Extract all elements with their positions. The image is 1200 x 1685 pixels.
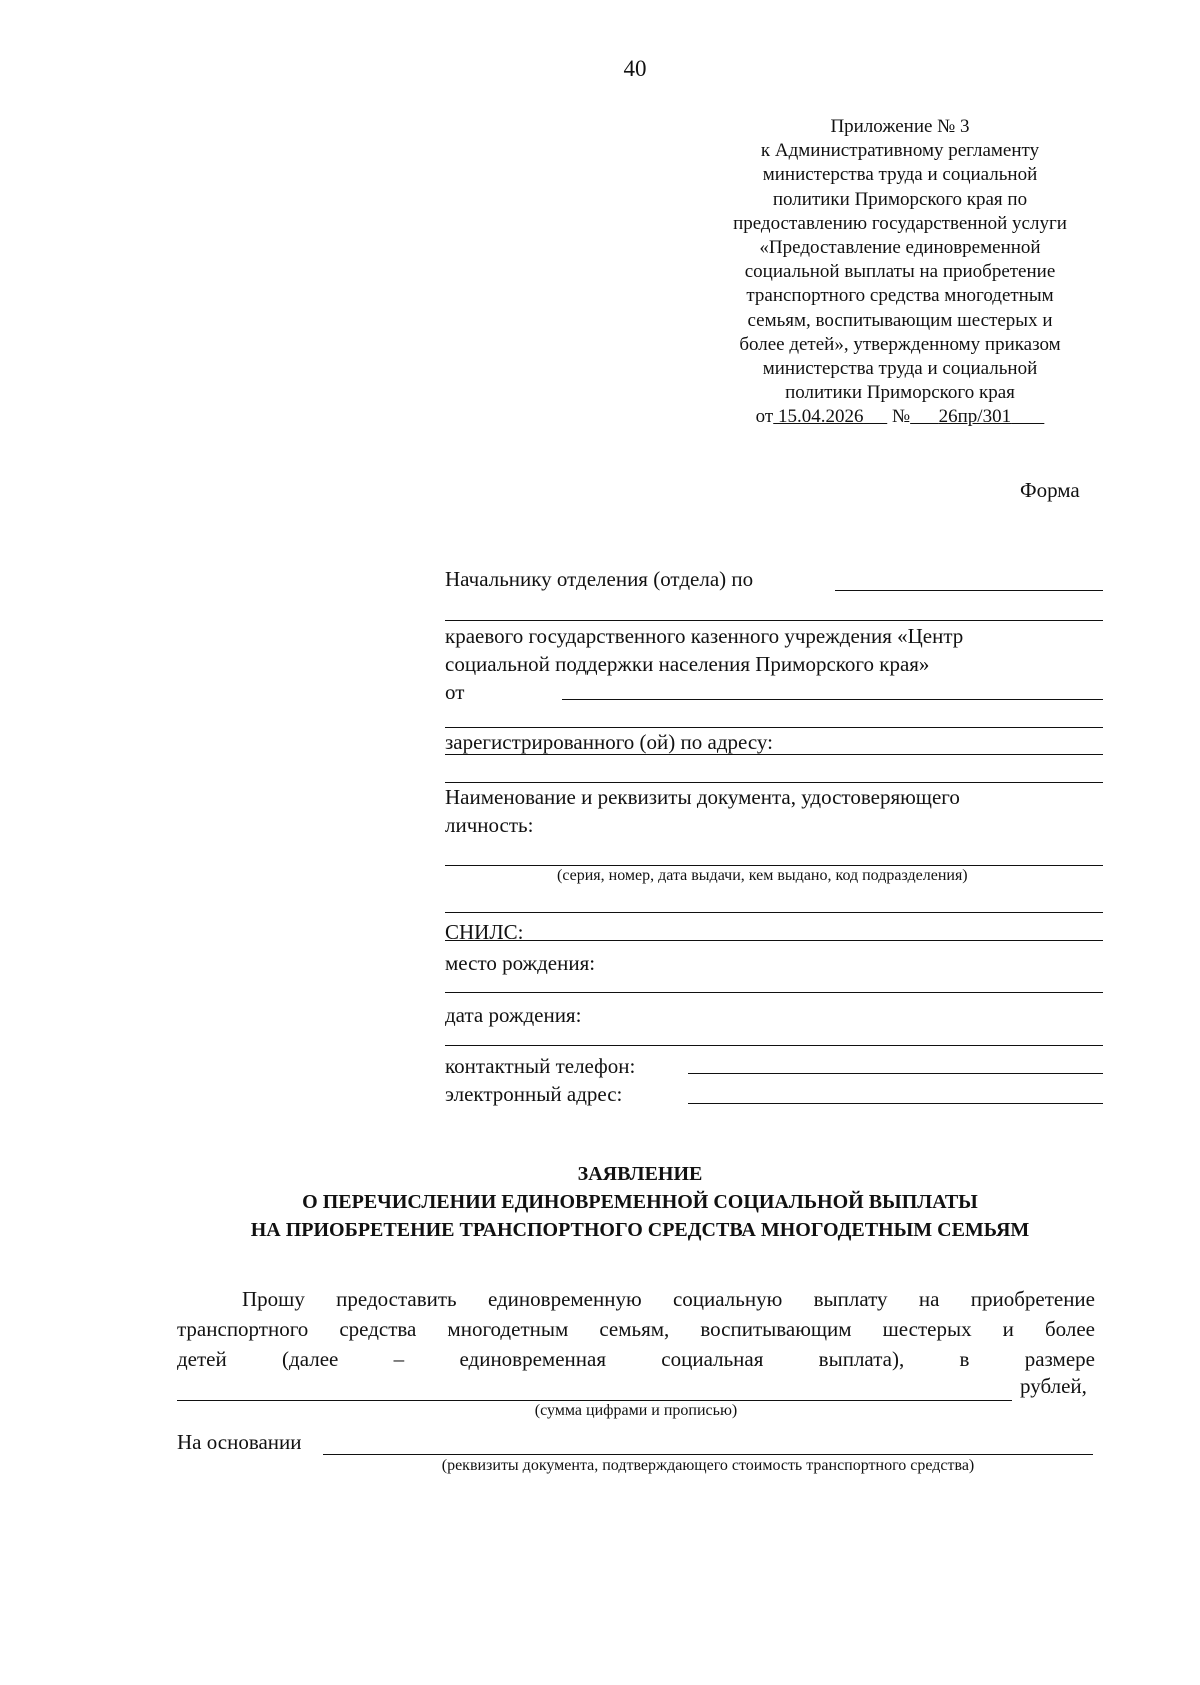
- appendix-header: [700, 115, 1100, 430]
- appendix-order-line: [700, 405, 1100, 429]
- statement-title: [170, 1160, 1110, 1244]
- document-label-line-2: личность:: [445, 813, 534, 837]
- appendix-line: более детей», утвержденному приказом: [739, 333, 1061, 355]
- appendix-line: политики Приморского края: [785, 382, 1015, 404]
- rubles-label: рублей,: [1020, 1374, 1087, 1398]
- snils-field[interactable]: [445, 940, 1103, 941]
- phone-field[interactable]: [688, 1073, 1103, 1074]
- institution-line-2: социальной поддержки населения Приморского края»: [445, 652, 930, 676]
- title-line-3: НА ПРИОБРЕТЕНИЕ ТРАНСПОРТНОГО СРЕДСТВА МНОГОДЕТНЫМ СЕМЬЯМ: [250, 1219, 1030, 1241]
- request-paragraph: [177, 1284, 1095, 1374]
- registered-address-label: зарегистрированного (ой) по адресу:: [445, 730, 773, 754]
- birthdate-field[interactable]: [445, 1045, 1103, 1046]
- appendix-line: политики Приморского края по: [772, 188, 1028, 210]
- registered-address-field[interactable]: [445, 754, 1103, 755]
- title-line-1: ЗАЯВЛЕНИЕ: [577, 1163, 703, 1185]
- paragraph-line-2: транспортного средства многодетным семьям, воспитывающим шестерых и более: [177, 1317, 1095, 1341]
- amount-hint: (сумма цифрами и прописью): [534, 1402, 738, 1419]
- basis-document-field[interactable]: [323, 1454, 1093, 1455]
- appendix-line: предоставлению государственной услуги: [733, 212, 1067, 234]
- birthplace-label: место рождения:: [445, 951, 596, 975]
- institution-line-1: краевого государственного казенного учреждения «Центр: [445, 624, 964, 648]
- email-field[interactable]: [688, 1103, 1103, 1104]
- appendix-line: Приложение № 3: [830, 116, 970, 137]
- applicant-name-field[interactable]: [562, 699, 1103, 700]
- page-number: 40: [623, 56, 647, 81]
- paragraph-line-3: детей (далее – единовременная социальная выплата), в размере: [177, 1347, 1095, 1371]
- birthdate-label: дата рождения:: [445, 1003, 582, 1027]
- appendix-line: министерства труда и социальной: [762, 358, 1038, 380]
- email-label: электронный адрес:: [445, 1082, 623, 1106]
- amount-field[interactable]: [177, 1400, 1012, 1401]
- identity-document-hint: (серия, номер, дата выдачи, кем выдано, код подразделения): [557, 867, 968, 884]
- chief-department-field-2[interactable]: [445, 620, 1103, 621]
- birthplace-field[interactable]: [445, 992, 1103, 993]
- appendix-line: министерства труда и социальной: [762, 164, 1038, 186]
- order-number: 26пр/301: [938, 406, 1012, 428]
- appendix-line: к Административному регламенту: [760, 140, 1040, 162]
- basis-label: На основании: [177, 1430, 302, 1454]
- appendix-line: социальной выплаты на приобретение: [744, 261, 1056, 283]
- appendix-line: семьям, воспитывающим шестерых и: [747, 309, 1053, 331]
- appendix-line: транспортного средства многодетным: [746, 285, 1054, 307]
- snils-label: СНИЛС:: [445, 920, 524, 944]
- order-date: 15.04.2026: [777, 406, 864, 428]
- form-label: Форма: [1020, 478, 1080, 502]
- order-number-label: №: [891, 406, 911, 428]
- paragraph-line-1: Прошу предоставить единовременную социальную выплату на приобретение: [242, 1287, 1095, 1311]
- order-from-label: от: [755, 406, 774, 428]
- phone-label: контактный телефон:: [445, 1054, 636, 1078]
- chief-department-field[interactable]: [835, 590, 1103, 591]
- chief-label: Начальнику отделения (отдела) по: [445, 567, 754, 591]
- identity-document-field-2[interactable]: [445, 912, 1103, 913]
- appendix-line: «Предоставление единовременной: [759, 237, 1041, 259]
- document-label-line-1: Наименование и реквизиты документа, удостоверяющего: [445, 785, 960, 809]
- from-label: от: [445, 680, 465, 704]
- basis-hint: (реквизиты документа, подтверждающего стоимость транспортного средства): [441, 1457, 975, 1474]
- title-line-2: О ПЕРЕЧИСЛЕНИИ ЕДИНОВРЕМЕННОЙ СОЦИАЛЬНОЙ ВЫПЛАТЫ: [302, 1191, 978, 1213]
